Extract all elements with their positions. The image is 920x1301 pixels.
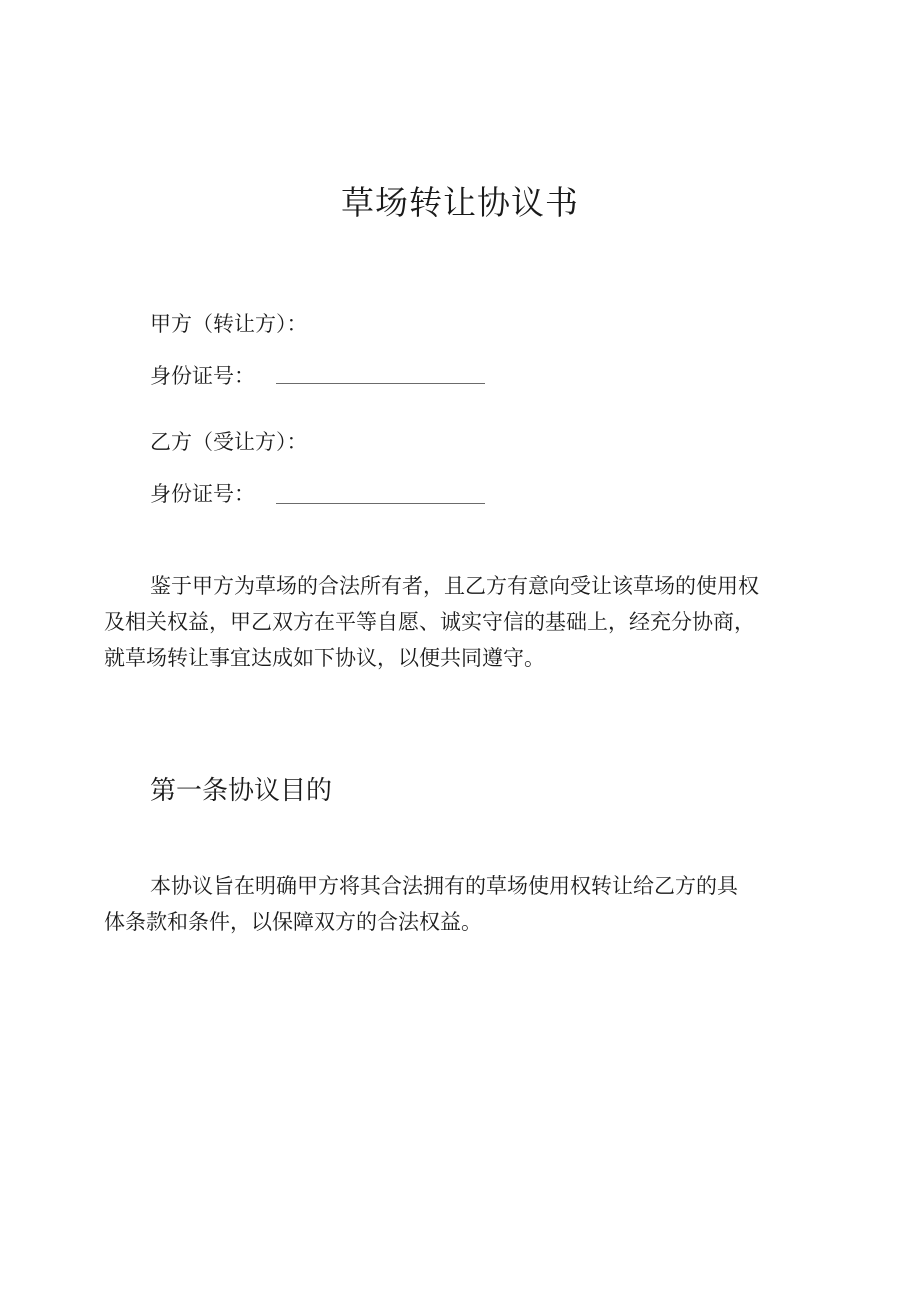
- party-b-id-label: 身份证号：: [150, 482, 255, 506]
- section-1-line: 本协议旨在明确甲方将其合法拥有的草场使用权转让给乙方的具: [150, 874, 738, 898]
- party-a-id-label: 身份证号：: [150, 364, 255, 388]
- section-1-line: 体条款和条件，以保障双方的合法权益。: [104, 910, 482, 934]
- section-1-paragraph: [104, 868, 824, 940]
- preamble-paragraph: [104, 568, 824, 676]
- preamble-line: 及相关权益，甲乙双方在平等自愿、诚实守信的基础上，经充分协商，: [104, 610, 755, 634]
- party-a-id-blank: [276, 383, 485, 384]
- party-a-label: 甲方（转让方）：: [150, 312, 308, 336]
- section-1-heading: 第一条协议目的: [150, 776, 333, 806]
- party-b-id-blank: [276, 503, 485, 504]
- document-title: 草场转让协议书: [341, 183, 579, 222]
- preamble-line: 就草场转让事宜达成如下协议，以便共同遵守。: [104, 646, 545, 670]
- party-b-label: 乙方（受让方）：: [150, 430, 308, 454]
- preamble-line: 鉴于甲方为草场的合法所有者，且乙方有意向受让该草场的使用权: [150, 574, 759, 598]
